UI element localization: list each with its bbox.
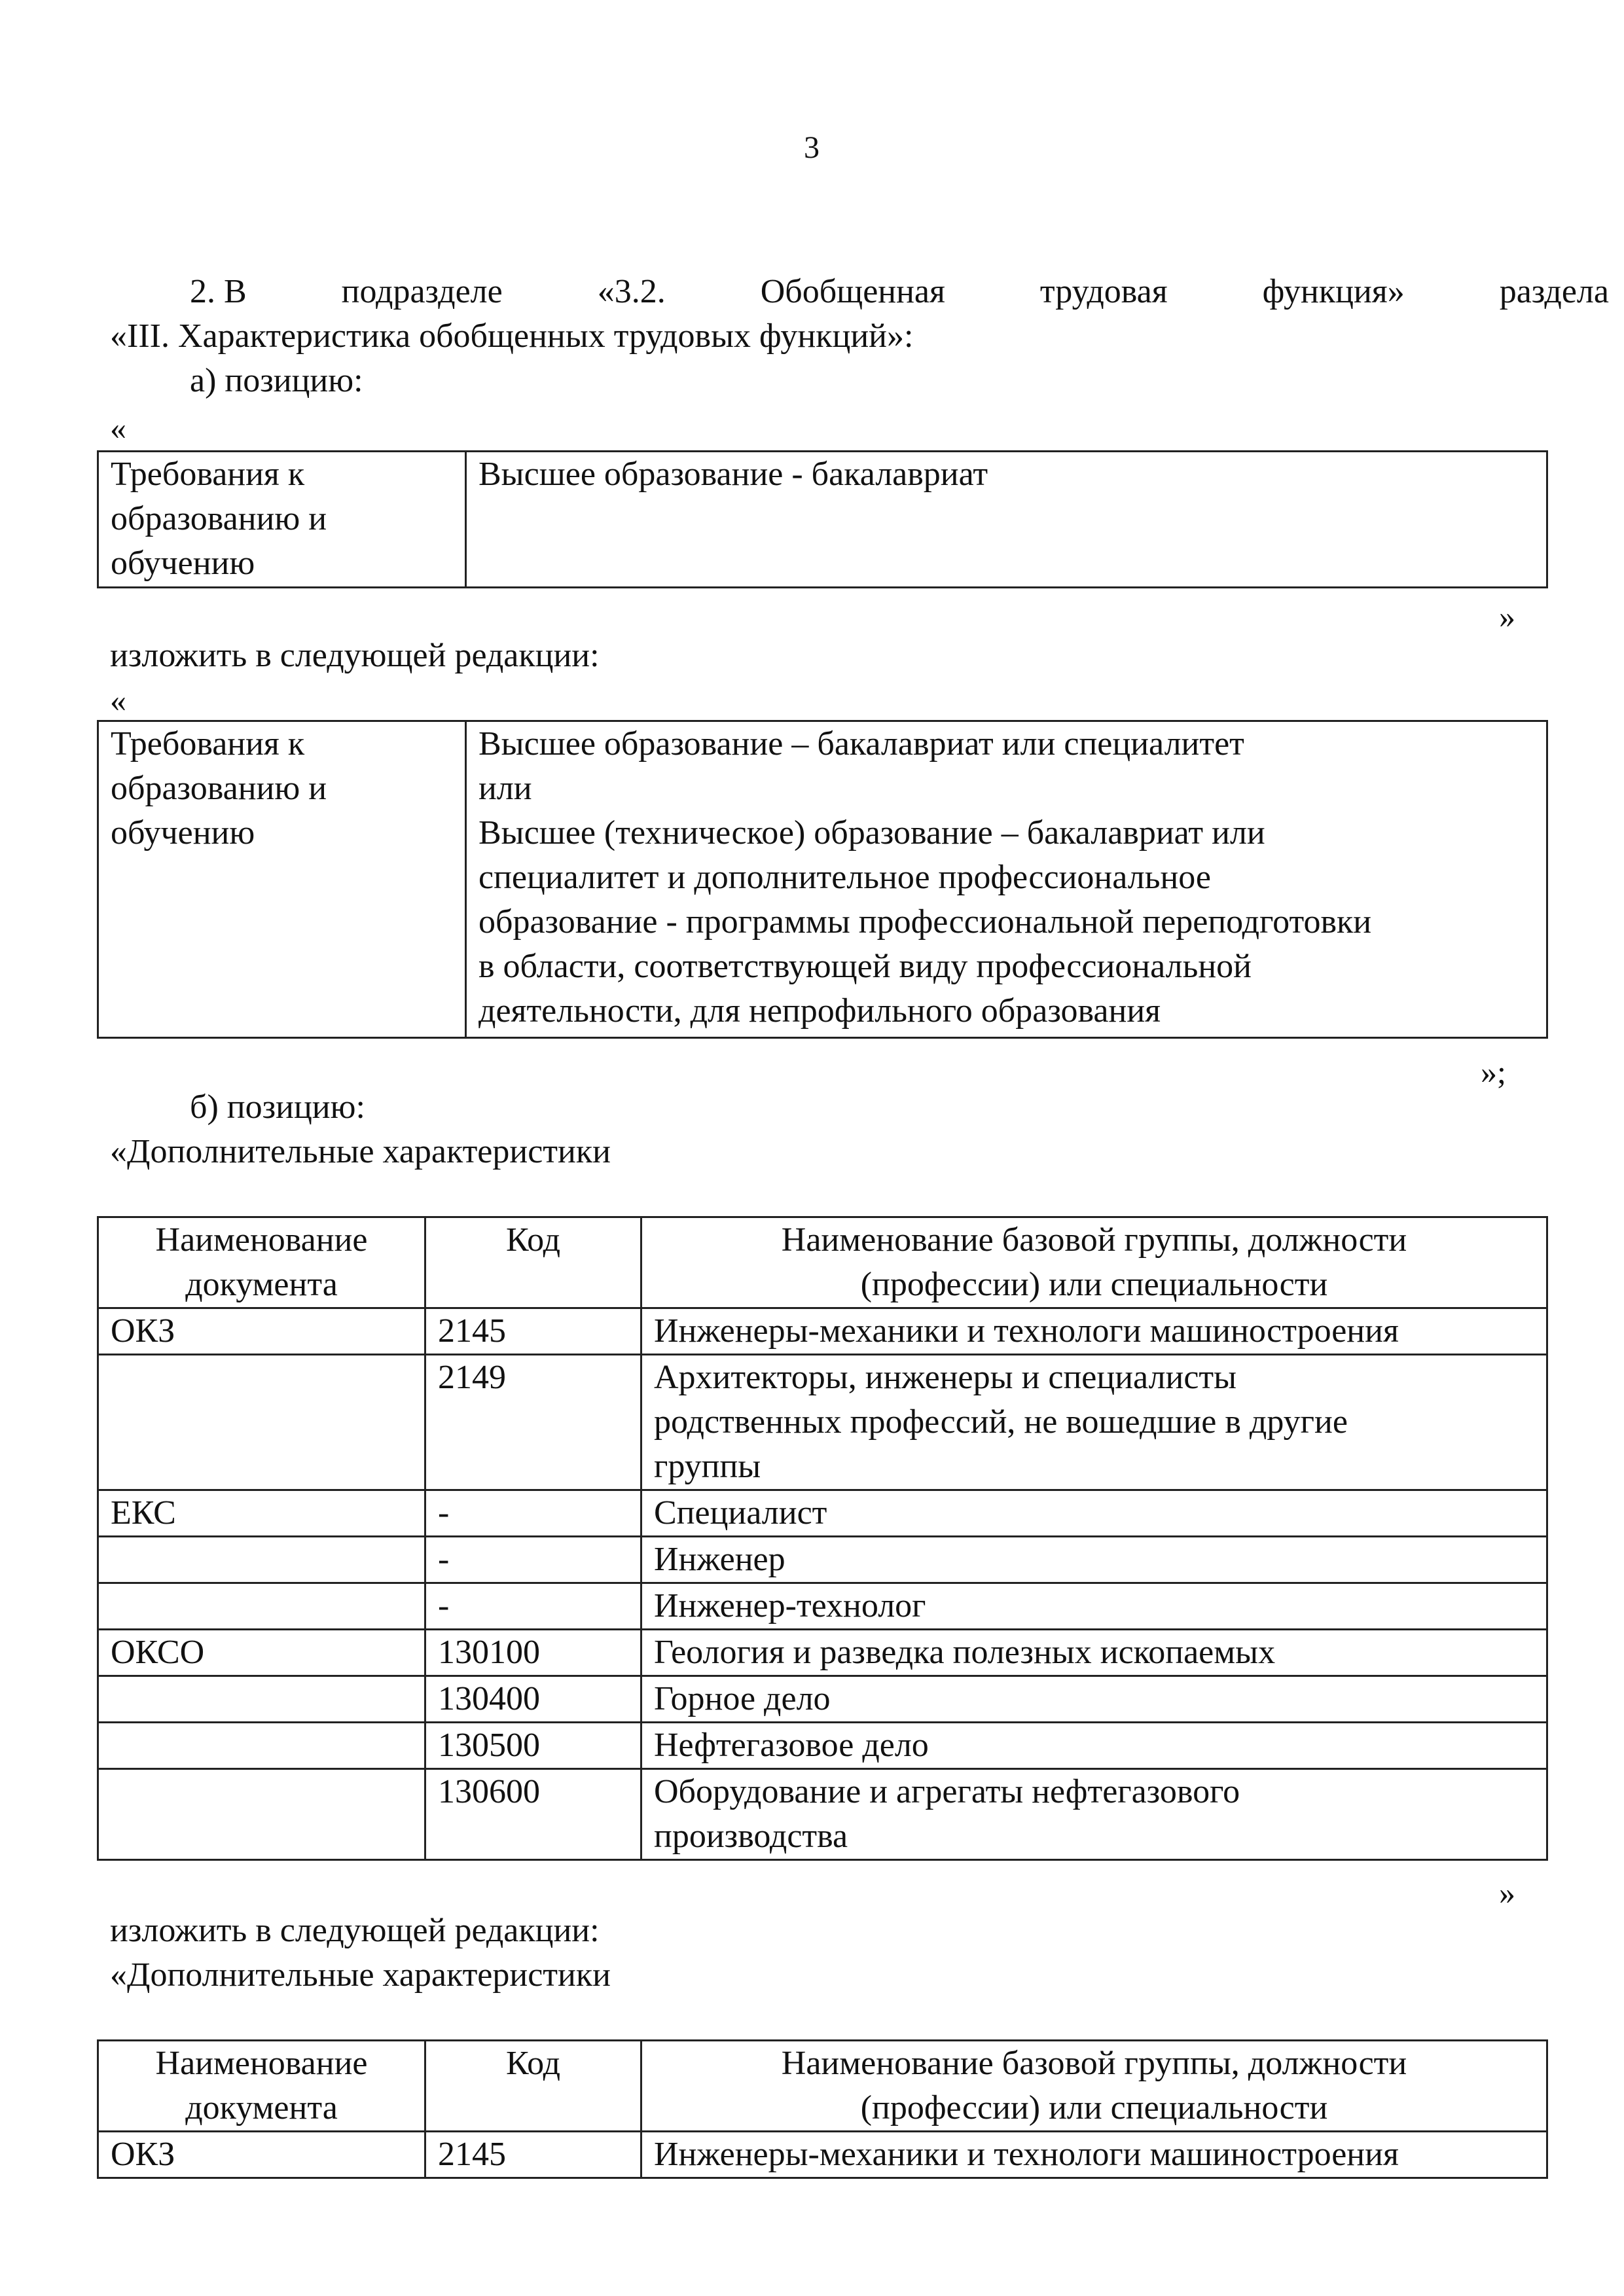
cell-line: Наименование	[155, 1221, 368, 1259]
cell-line: специалитет и дополнительное профессиональное	[478, 859, 1211, 896]
header-document	[98, 1217, 425, 1308]
name-cell	[641, 2132, 1547, 2178]
quote-close: »	[1499, 1874, 1515, 1911]
education-label-cell	[98, 452, 466, 588]
extra-characteristics-title: «Дополнительные характеристики	[110, 1133, 611, 1170]
table-row	[98, 452, 1547, 588]
cell-line: Высшее образование – бакалавриат или специалитет	[478, 725, 1244, 762]
doc-cell: ЕКС	[98, 1490, 425, 1537]
cell-line: Код	[505, 2045, 561, 2082]
cell-line: обучению	[111, 814, 255, 852]
cell-line: образованию и	[111, 500, 327, 537]
cell-line: Требования к	[111, 725, 305, 762]
table-row	[98, 721, 1547, 1038]
table-row	[98, 1676, 1547, 1723]
cell-line: Код	[505, 1221, 561, 1259]
name-cell	[641, 1308, 1547, 1355]
intro-word: Обобщенная	[760, 273, 945, 310]
extra-characteristics-title: «Дополнительные характеристики	[110, 1956, 611, 1994]
replace-phrase: изложить в следующей редакции:	[110, 637, 600, 674]
table-row	[98, 1723, 1547, 1769]
doc-cell: ОКЗ	[98, 2132, 425, 2178]
name-cell	[641, 1723, 1547, 1769]
page-number: 3	[804, 130, 820, 165]
education-table-old	[97, 450, 1548, 588]
cell-line: Высшее (техническое) образование – бакалавриат или	[478, 814, 1265, 852]
code-cell: 2145	[425, 2132, 641, 2178]
cell-line: Высшее образование - бакалавриат	[478, 456, 988, 493]
cell-line: производства	[654, 1818, 848, 1855]
quote-open: «	[110, 682, 126, 719]
cell-line: или	[478, 770, 532, 807]
quote-close-semicolon: »;	[1481, 1054, 1506, 1090]
code-cell: -	[425, 1537, 641, 1583]
doc-cell	[98, 1355, 425, 1490]
cell-line: обучению	[111, 545, 255, 582]
doc-cell	[98, 1676, 425, 1723]
doc-cell	[98, 1769, 425, 1860]
cell-line: Наименование	[155, 2045, 368, 2082]
code-cell: 2145	[425, 1308, 641, 1355]
code-cell: -	[425, 1583, 641, 1630]
table-row	[98, 1537, 1547, 1583]
cell-line: родственных профессий, не вошедшие в другие	[654, 1403, 1348, 1441]
header-document	[98, 2041, 425, 2132]
intro-word: «3.2.	[597, 273, 666, 310]
cell-line: документа	[185, 1266, 338, 1303]
cell-line: образование - программы профессиональной переподготовки	[478, 903, 1372, 941]
table-row	[98, 1490, 1547, 1537]
code-cell: 130100	[425, 1630, 641, 1676]
intro-line-1	[190, 270, 1609, 314]
cell-line: деятельности, для непрофильного образования	[478, 992, 1161, 1030]
table-header-row	[98, 2041, 1547, 2132]
name-cell	[641, 1676, 1547, 1723]
doc-cell	[98, 1723, 425, 1769]
item-b-label: б) позицию:	[190, 1088, 365, 1126]
header-name	[641, 2041, 1547, 2132]
intro-word: 2. В	[190, 273, 247, 310]
extra-characteristics-table-new	[97, 2039, 1548, 2179]
cell-line: в области, соответствующей виду профессиональной	[478, 948, 1252, 985]
intro-word: функция»	[1262, 273, 1405, 310]
cell-line: Геология и разведка полезных ископаемых	[654, 1634, 1276, 1671]
name-cell	[641, 1583, 1547, 1630]
table-row	[98, 1630, 1547, 1676]
code-cell: 130500	[425, 1723, 641, 1769]
cell-line: Специалист	[654, 1494, 827, 1532]
item-a-label: а) позицию:	[190, 362, 363, 399]
header-name	[641, 1217, 1547, 1308]
cell-line: Наименование базовой группы, должности	[781, 2045, 1407, 2082]
code-cell: 130400	[425, 1676, 641, 1723]
doc-cell: ОКСО	[98, 1630, 425, 1676]
cell-line: (профессии) или специальности	[860, 1266, 1328, 1303]
table-row	[98, 2132, 1547, 2178]
cell-line: образованию и	[111, 770, 327, 807]
table-row	[98, 1583, 1547, 1630]
quote-close: »	[1499, 598, 1515, 635]
education-value-cell	[466, 721, 1547, 1038]
intro-line-2: «III. Характеристика обобщенных трудовых функций»:	[110, 317, 914, 355]
doc-cell: ОКЗ	[98, 1308, 425, 1355]
cell-line: Инженер-технолог	[654, 1587, 926, 1624]
intro-word: трудовая	[1039, 273, 1168, 310]
intro-word: подразделе	[341, 273, 503, 310]
name-cell	[641, 1355, 1547, 1490]
cell-line: Инженеры-механики и технологи машиностроения	[654, 2136, 1399, 2173]
table-row	[98, 1355, 1547, 1490]
cell-line: (профессии) или специальности	[860, 2089, 1328, 2126]
cell-line: Требования к	[111, 456, 305, 493]
cell-line: Наименование базовой группы, должности	[781, 1221, 1407, 1259]
header-code	[425, 1217, 641, 1308]
cell-line: Архитекторы, инженеры и специалисты	[654, 1359, 1237, 1396]
table-row	[98, 1308, 1547, 1355]
cell-line: группы	[654, 1448, 761, 1485]
name-cell	[641, 1537, 1547, 1583]
extra-characteristics-table-old	[97, 1216, 1548, 1861]
code-cell: 130600	[425, 1769, 641, 1860]
education-table-new	[97, 720, 1548, 1039]
intro-word: раздела	[1499, 273, 1609, 310]
cell-line: Оборудование и агрегаты нефтегазового	[654, 1773, 1240, 1810]
name-cell	[641, 1630, 1547, 1676]
quote-open: «	[110, 410, 126, 446]
cell-line: Инженер	[654, 1541, 785, 1578]
cell-line: документа	[185, 2089, 338, 2126]
code-cell: 2149	[425, 1355, 641, 1490]
replace-phrase: изложить в следующей редакции:	[110, 1912, 600, 1949]
cell-line: Инженеры-механики и технологи машиностроения	[654, 1312, 1399, 1350]
doc-cell	[98, 1583, 425, 1630]
education-value-cell	[466, 452, 1547, 588]
code-cell: -	[425, 1490, 641, 1537]
cell-line: Горное дело	[654, 1680, 831, 1717]
table-header-row	[98, 1217, 1547, 1308]
education-label-cell	[98, 721, 466, 1038]
cell-line: Нефтегазовое дело	[654, 1727, 929, 1764]
doc-cell	[98, 1537, 425, 1583]
table-row	[98, 1769, 1547, 1860]
name-cell	[641, 1769, 1547, 1860]
header-code	[425, 2041, 641, 2132]
name-cell	[641, 1490, 1547, 1537]
